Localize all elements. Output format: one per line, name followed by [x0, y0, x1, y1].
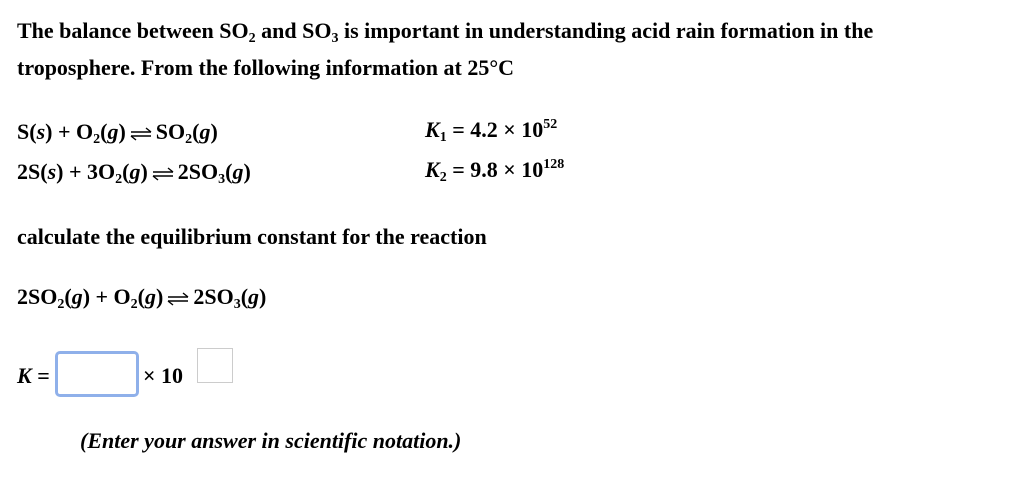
intro-line-2: troposphere. From the following information at 25°C — [17, 55, 515, 80]
times-ten-label: × 10 — [143, 363, 184, 388]
exponent-input-box[interactable] — [197, 348, 233, 383]
reaction-1-equation: $S(s) + O_2(g)$ $SO_2(g)$ — [17, 119, 218, 147]
reaction-2-constant: $K_2 = 9.8 \times 10^{128}$ — [425, 157, 565, 185]
reaction-1-constant: $K_1 = 4.2 \times 10^{52}$ — [425, 117, 558, 145]
question-prompt: calculate the equilibrium constant for the reaction — [17, 224, 487, 249]
mantissa-input-box[interactable] — [55, 351, 139, 397]
target-reaction: $2SO_2(g) + O_2(g)$ $2SO_3(g)$ — [17, 284, 267, 312]
exponent-input[interactable] — [198, 350, 232, 383]
k-label: K = — [17, 363, 50, 388]
equilibrium-arrow-icon — [167, 292, 189, 306]
scientific-notation-hint: (Enter your answer in scientific notation.) — [80, 428, 462, 453]
intro-line-1: The balance between $SO_2$ and $SO_3$ is important in understanding acid rain formation in the — [17, 18, 874, 46]
equilibrium-arrow-icon — [152, 167, 174, 181]
equilibrium-arrow-icon — [130, 127, 152, 141]
mantissa-input[interactable] — [58, 354, 136, 394]
reaction-2-equation: $2S(s) + 3O_2(g)$ $2SO_3(g)$ — [17, 159, 251, 187]
